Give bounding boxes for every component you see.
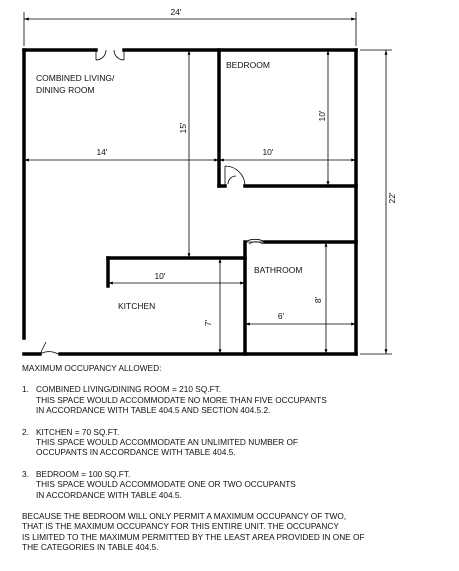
overall-width-label: 24' xyxy=(170,7,182,17)
notes-heading: MAXIMUM OCCUPANCY ALLOWED: xyxy=(22,363,162,373)
bathroom-width-dimension xyxy=(245,311,356,324)
living-room-label-line2: DINING ROOM xyxy=(36,85,95,95)
living-width-dimension xyxy=(24,147,219,160)
bathroom-depth-label: 8' xyxy=(313,296,323,304)
entry-door xyxy=(96,50,124,60)
kitchen-door xyxy=(40,342,58,354)
kitchen-width-dimension xyxy=(108,271,245,283)
note-line: OCCUPANTS IN ACCORDANCE WITH TABLE 404.5. xyxy=(36,447,236,458)
note-number: 1. xyxy=(22,384,29,395)
conclusion-line: THE CATEGORIES IN TABLE 404.5. xyxy=(22,542,159,553)
bathroom-width-label: 6' xyxy=(277,311,285,321)
bedroom-depth-dimension xyxy=(317,50,328,186)
bedroom-label: BEDROOM xyxy=(226,60,270,70)
overall-depth-dimension xyxy=(360,50,397,354)
conclusion-line: BECAUSE THE BEDROOM WILL ONLY PERMIT A MAXIMUM OCCUPANCY OF TWO, xyxy=(22,511,347,522)
bedroom-width-label: 10' xyxy=(262,147,274,157)
note-number: 2. xyxy=(22,426,29,437)
exterior-walls xyxy=(24,50,356,354)
note-line: THIS SPACE WOULD ACCOMMODATE ONE OR TWO OCCUPANTS xyxy=(36,479,296,490)
bathroom-door xyxy=(245,239,265,244)
note-item-bedroom xyxy=(22,469,452,500)
bathroom-depth-dimension xyxy=(313,242,326,354)
note-line: THIS SPACE WOULD ACCOMMODATE NO MORE THAN FIVE OCCUPANTS xyxy=(36,394,327,405)
note-title: KITCHEN = 70 SQ.FT. xyxy=(36,426,120,437)
bedroom-width-dimension xyxy=(219,147,356,160)
overall-depth-label: 22' xyxy=(387,192,397,204)
note-item-kitchen xyxy=(22,427,452,458)
note-line: IN ACCORDANCE WITH TABLE 404.5 AND SECTION 404.5.2. xyxy=(36,405,271,416)
note-number: 3. xyxy=(22,468,29,479)
kitchen-width-label: 10' xyxy=(154,271,166,281)
overall-width-dimension xyxy=(24,7,356,46)
conclusion-line: THAT IS THE MAXIMUM OCCUPANCY FOR THIS ENTIRE UNIT. THE OCCUPANCY xyxy=(22,521,339,532)
kitchen-label: KITCHEN xyxy=(118,301,156,311)
bedroom-depth-label: 10' xyxy=(317,110,327,122)
bedroom-door xyxy=(225,166,245,186)
kitchen-depth-label: 7' xyxy=(203,319,213,327)
notes-conclusion xyxy=(22,511,452,553)
note-line: IN ACCORDANCE WITH TABLE 404.5. xyxy=(36,489,182,500)
living-depth-dimension xyxy=(178,50,189,258)
living-width-label: 14' xyxy=(96,147,108,157)
note-line: THIS SPACE WOULD ACCOMMODATE AN UNLIMITED NUMBER OF xyxy=(36,437,298,448)
kitchen-depth-dimension xyxy=(203,258,220,354)
living-depth-label: 15' xyxy=(178,122,188,134)
occupancy-notes xyxy=(22,363,452,553)
conclusion-line: IS LIMITED TO THE MAXIMUM PERMITTED BY THE LEAST AREA PROVIDED IN ONE OF xyxy=(22,531,365,542)
bathroom-label: BATHROOM xyxy=(254,265,303,275)
living-room-label-line1: COMBINED LIVING/ xyxy=(36,73,115,83)
note-title: BEDROOM = 100 SQ.FT. xyxy=(36,468,131,479)
note-title: COMBINED LIVING/DINING ROOM = 210 SQ.FT. xyxy=(36,384,222,395)
note-item-living xyxy=(22,384,452,415)
